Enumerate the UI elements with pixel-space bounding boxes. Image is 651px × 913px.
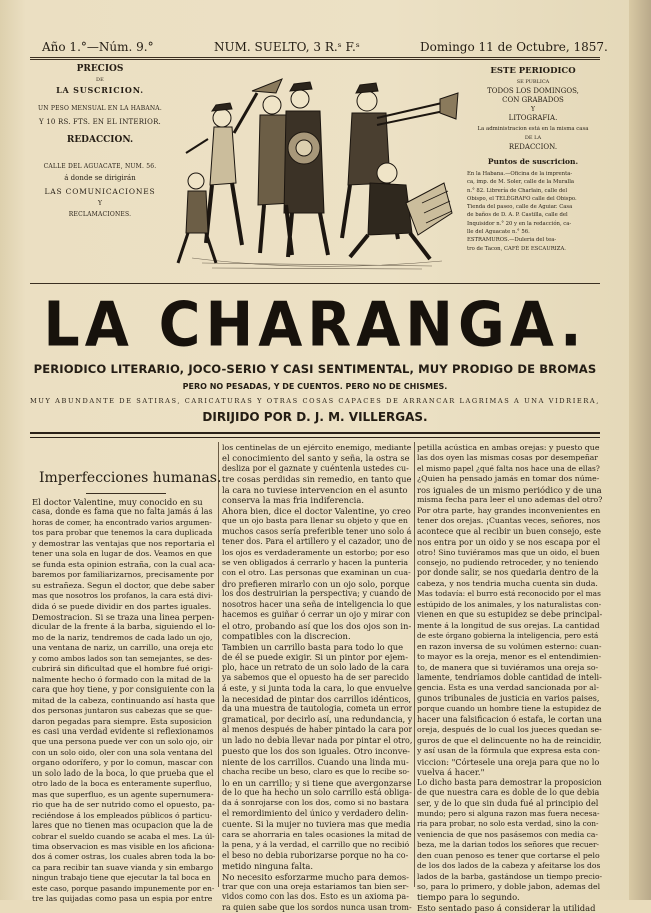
article-line: lados de la barba, gastándose un tiempo precio- bbox=[417, 871, 602, 881]
article-line: tima observacion es mas visible en los aficiona- bbox=[32, 841, 215, 851]
article-line: puesto que los dos son iguales. Otro inconve- bbox=[222, 746, 410, 757]
article-line: las dos oyen las mismas cosas por desempeñar bbox=[417, 453, 598, 463]
article-line: de que nuestra cara es doble de lo que debia bbox=[417, 787, 600, 797]
article-line: niente de los carrillos. Cuando una linda mu- bbox=[222, 756, 409, 767]
article-line: da á sonrojarse con los dos, como si no bastara bbox=[222, 798, 409, 808]
article-line: Lo dicho basta para demostrar la proposicion bbox=[417, 777, 602, 787]
band-illustration bbox=[172, 63, 462, 275]
article-line: los dos destruirian la perspectiva; y cuando de bbox=[222, 589, 412, 599]
article-line: compatibles con la discrecion. bbox=[222, 631, 351, 642]
article-line: muchos casos sería preferible tener uno solo á bbox=[222, 526, 412, 536]
newspaper-title: LA CHARANGA. bbox=[43, 289, 587, 361]
article-line: lares que no tienen mas ocupacion que la de bbox=[32, 821, 213, 831]
article-line: trar que con una oreja estariamos tan bien ser- bbox=[222, 882, 409, 892]
article-line: lamente, tendríamos doble cantidad de inteli- bbox=[417, 672, 602, 682]
article-line: nosotros hacer una seña de inteligencia lo que bbox=[222, 599, 412, 609]
article-line: estúpido de los animales, y los naturalistas con- bbox=[417, 599, 602, 609]
article-line: Demostracion. Si se traza una linea perpen- bbox=[32, 611, 215, 622]
article-line: cuente. Si la mujer no tuviera mas que media bbox=[222, 819, 411, 830]
article-line: este caso, porque pasando impunemente por en- bbox=[32, 883, 215, 893]
subscription-info: PRECIOS DE LA SUSCRICION. UN PESO MENSUAL EN LA HABANA. Y 10 RS. FTS. EN EL INTERIOR. REDACCION. CALLE DEL AGUACATE, NUM. 56. á donde se dirigirán LAS COMUNICACIONES Y RECLAMACIONES. bbox=[30, 62, 170, 218]
article-line: Ahora bien, dice el doctor Valentine, yo creo bbox=[222, 505, 411, 516]
article-line: guros de que el delincuente no ha de reincidir, bbox=[417, 735, 602, 745]
article-line: tiempo para lo segundo. bbox=[417, 892, 520, 903]
newspaper-subtitle-3: MUY ABUNDANTE DE SATIRAS, CARICATURAS Y OTRAS COSAS CAPACES DE ARRANCAR LAGRIMAS A UNA VIDRIERA, bbox=[30, 397, 600, 405]
article-line: veniencia de que nos pasásemos con media ca- bbox=[417, 829, 599, 839]
article-line: un solo lado de la boca, lo que prueba que el bbox=[32, 768, 214, 778]
article-line: ra quien sabe que los sordos nunca usan trom- bbox=[222, 902, 412, 912]
article-line: viccion: "Córtesele una oreja para que no lo bbox=[417, 756, 600, 767]
article-line: gencia. Esta es una verdad sancionada por al- bbox=[417, 683, 599, 693]
article-line: da una muestra de tautologia, cometa un error bbox=[222, 704, 412, 714]
article-line: se funda esta opinion estraña, con la cual aca- bbox=[32, 559, 215, 569]
article-line: y demostrar las ventajas que nos reportaria el bbox=[32, 538, 215, 548]
column-rule-2 bbox=[414, 442, 415, 887]
article-line: baremos por familiarizarnos, precisamente por bbox=[32, 570, 214, 580]
article-line: metido ninguna falta. bbox=[222, 861, 314, 872]
article-line: nos entra por un oido y se nos escapa por el bbox=[417, 537, 601, 548]
article-line: los ojos es verdaderamente un estorbo; por eso bbox=[222, 547, 410, 557]
article-line: plo, hace un retrato de un solo lado de la cara bbox=[222, 662, 410, 672]
article-line: Por otra parte, hay grandes inconvenientes en bbox=[417, 505, 601, 515]
article-line: los centinelas de un ejército enemigo, mediante bbox=[222, 443, 412, 452]
article-line: otro! Sino tuviéramos mas que un oido, el buen bbox=[417, 547, 600, 557]
newspaper-subtitle-2: PERO NO PESADAS, Y DE CUENTOS. PERO NO DE CHISMES. bbox=[182, 382, 448, 391]
single-price: NUM. SUELTO, 3 R.ˢ F.ˢ bbox=[214, 40, 360, 54]
article-line: dos á comer ostras, los cuales abren toda la bo- bbox=[32, 852, 215, 862]
article-line: por donde salir, se nos quedaria dentro de la bbox=[417, 568, 599, 578]
article-line: to, de manera que si tuviéramos una oreja so- bbox=[417, 662, 599, 672]
article-line: á este, y si junta toda la cara, lo que envuelve bbox=[222, 683, 412, 694]
article-line: ya sabemos que el opuesto ha de ser parecido bbox=[222, 672, 409, 682]
article-line: al menos después de haber pintado la cara por bbox=[222, 725, 412, 735]
prices-heading: PRECIOS bbox=[76, 64, 124, 74]
article-line: beza, me la darian todos los señores que recuer- bbox=[417, 840, 600, 850]
article-line: tener una sola en lugar de dos. Veamos en que bbox=[32, 549, 212, 559]
article-line: rio que ha de ser nutrido como el opuesto, pa- bbox=[32, 800, 215, 810]
article-line: cobrar el sueldo cuando se acaba el mes. La úl- bbox=[32, 831, 215, 841]
article-line: con un solo oido, oler con una sola ventana del bbox=[32, 747, 213, 757]
article-line: lo en un carrillo; y si tiene que avergonzarse bbox=[222, 777, 412, 788]
title-top-rule bbox=[30, 283, 600, 284]
article-line: organo odorífero, y por lo comun, mascar con bbox=[32, 758, 213, 768]
article-line: una ventana de nariz, un carrillo, una oreja etc bbox=[32, 643, 214, 653]
column-rule-1 bbox=[218, 442, 219, 887]
subscription-points-text: En la Habana.—Oficina de la imprenta- ca, imp. de M. Soler, calle de la Muralla n.° 82. Librería de Charlain, calle del Obispo, el TELÉGRAFO calle del Obispo. Tienda del paseo, calle de Aguiar. Casa de baños de D. A. P. Castilla, calle del Inquisidor n.° 20 y en la redacción, ca- lle del Aguacate n.° 56. ESTRAMUROS.—Duleria del tea- tro de Tacon, CAFÉ DE ESCAURIZA. bbox=[467, 171, 577, 252]
subscription-points-heading: Puntos de suscricion. bbox=[487, 157, 579, 166]
article-line: Mas todavía: el burro está reconocido por el mas bbox=[417, 589, 601, 599]
article-line: tos para probar que tenemos la cara duplicada bbox=[32, 528, 213, 538]
article-line: mo de la nariz, tendremos de cada lado un ojo, bbox=[32, 632, 213, 642]
article-line: misma fecha para leer el uno ademas del otro? bbox=[417, 495, 602, 505]
article-line: el remordimiento del único y verdadero delin- bbox=[222, 808, 409, 818]
article-line: la necesidad de pintar dos carrillos idénticos, bbox=[222, 693, 412, 704]
article-line: horas de comer, ha encontrado varios argumen- bbox=[32, 517, 212, 527]
article-line: vienen en que su estupidez se debe principal- bbox=[417, 610, 602, 620]
article-line: daron pegadas para siempre. Esta suposicion bbox=[32, 716, 212, 726]
article-line: en razon inversa de su volúmen esterno: cuan- bbox=[417, 641, 602, 651]
article-line: conserva la mas fria indiferencia. bbox=[222, 495, 364, 506]
article-line: chacha recibe un beso, claro es que lo recibe so- bbox=[222, 767, 410, 777]
article-line: ca para recibir tan suave vianda y sin embargo bbox=[32, 862, 214, 872]
article-line: el conocimiento del santo y seña, la ostra se bbox=[222, 453, 410, 464]
article-line: ningun trabajo tiene que ejecutar la tal boca en bbox=[32, 873, 211, 883]
article-title: Imperfecciones humanas. bbox=[39, 470, 222, 486]
article-line: Tambien un carrillo basta para todo lo que bbox=[222, 641, 404, 652]
article-line: el beso no debia ruborizarse porque no ha co- bbox=[222, 850, 409, 860]
article-line: otro lado de la boca es enteramente superfluo, bbox=[32, 779, 212, 789]
article-line: que un ojo basta para llenar su objeto y que en bbox=[222, 516, 408, 526]
article-line: mente á la longitud de sus orejas. La cantidad bbox=[417, 620, 600, 630]
publication-info: ESTE PERIODICO SE PUBLICA TODOS LOS DOMINGOS, CON GRABADOS Y LITOGRAFIA. La administracion está en la misma casa DE LA REDACCION. Puntos de suscricion. En la Habana.—Oficina de la imprenta- ca, imp. de M. Soler, calle de la Muralla n.° 82. Librería de Charlain, calle del Obispo, el TELÉGRAFO calle del Obispo. Tienda del paseo, calle de Aguiar. Casa de baños de D. A. P. Castilla, calle del Inquisidor n.° 20 y en la redacción, ca- lle del Aguacate n.° 56. ESTRAMUROS.—Duleria del tea- tro de Tacon, CAFÉ DE ESCAURIZA. bbox=[467, 62, 599, 253]
article-line: mitad de la cabeza, continuando así hasta que bbox=[32, 695, 215, 705]
masthead-rule bbox=[30, 57, 600, 60]
issue-number: Año 1.°—Núm. 9.° bbox=[42, 40, 154, 54]
article-line: de lo que ha hecho un solo carrillo está obliga- bbox=[222, 787, 412, 797]
musician-group-center bbox=[258, 82, 328, 257]
article-line: cubrirá sin dificultad que el hombre fué origi- bbox=[32, 664, 213, 674]
article-line: so, para lo primero, y doble jabon, ademas del bbox=[417, 882, 601, 892]
article-line: gramatical, por decirlo así, una redundancia, y bbox=[222, 714, 412, 724]
article-line: dro prefieren mirarlo con un ojo solo, porque bbox=[222, 578, 410, 589]
article-line: su estrañeza. Segun el doctor, que debe saber bbox=[32, 580, 215, 590]
article-line: el mismo papel ¿qué falta nos hace una de ellas? bbox=[417, 463, 600, 473]
article-line: vidos como con las dos. Esto es un axioma pa- bbox=[222, 892, 409, 902]
article-line: hacer una falsificacion ó estafa, le cortan una bbox=[417, 714, 602, 724]
article-line: casa, donde es fama que no falta jamás á las bbox=[32, 507, 213, 517]
ground-shadow bbox=[192, 258, 442, 269]
article-line: la cara no tuviese intervencion en el asunto bbox=[222, 484, 408, 495]
editor-line: DIRIJIDO POR D. J. M. VILLERGAS. bbox=[202, 410, 428, 424]
issue-date: Domingo 11 de Octubre, 1857. bbox=[420, 40, 608, 54]
redaccion-heading: REDACCION. bbox=[66, 135, 134, 145]
article-line: gunos tribunales de justicia en varios paises, bbox=[417, 693, 600, 703]
article-line: to mayor es la oreja, menor es el entendimien- bbox=[417, 652, 602, 662]
article-column-1 bbox=[32, 497, 215, 905]
title-bottom-rule bbox=[30, 432, 600, 438]
article-line: oreja, después de lo cual los jueces quedan se- bbox=[417, 725, 602, 735]
article-line: se ven obligados á cerrarlo y hacen la punteria bbox=[222, 557, 408, 567]
article-line: acontece que al recibir un buen consejo, este bbox=[417, 526, 602, 536]
article-line: ros iguales de un mismo periódico y de una bbox=[417, 484, 602, 495]
article-line: ria para probar, no solo esta verdad, sino la con- bbox=[417, 819, 599, 829]
article-line: y como ambos lados son tan semejantes, se des- bbox=[32, 653, 213, 663]
page-spine-shadow bbox=[629, 0, 651, 900]
article-line: cara se ahorraria en tales ocasiones la mitad de bbox=[222, 829, 412, 839]
article-line: y así usan de la fórmula que expresa esta con- bbox=[417, 746, 600, 756]
article-line: dos personas juntaron sus cabezas que se que- bbox=[32, 706, 213, 716]
article-line: tre cosas perdidas sin remedio, en tanto que bbox=[222, 474, 412, 485]
article-line: mas que superfluo, es un agente supernumera- bbox=[32, 789, 214, 799]
article-line: es casi una verdad evidente si reflexionamos bbox=[32, 726, 214, 736]
article-line: mundo; pero si alguna razon mas fuera necesa- bbox=[417, 808, 600, 818]
article-line: tener dos. Para el artillero y el cazador, uno de bbox=[222, 537, 412, 547]
article-line: vuelva á hacer." bbox=[417, 767, 485, 778]
article-line: consejo, no pudiendo retroceder, y no teniendo bbox=[417, 557, 599, 567]
article-line: la pena, y á la verdad, el carrillo que no recibió bbox=[222, 840, 410, 850]
article-line: Esto sentado paso á considerar la utilidad bbox=[417, 902, 596, 913]
redaccion-address: CALLE DEL AGUACATE, NUM. 56. bbox=[43, 163, 157, 170]
article-line: porque cuando un hombre tiene la estupidez de bbox=[417, 704, 602, 714]
article-line: ser, y de lo que sin duda fué al principio del bbox=[417, 798, 599, 809]
article-line: reciéndose á los empleados públicos ó particu- bbox=[32, 810, 213, 820]
article-line: petilla acústica en ambas orejas: y puesto que bbox=[417, 443, 600, 452]
article-line: hacemos es guiñar ó cerrar un ojo y mirar con bbox=[222, 610, 411, 620]
article-line: de los dos lados de la cabeza y afeitarse los dos bbox=[417, 861, 601, 871]
article-column-2 bbox=[222, 443, 412, 913]
article-line: nalmente hecho ó formado con la mitad de la bbox=[32, 674, 211, 684]
article-line: tener dos orejas. ¡Cuantas veces, señores, nos bbox=[417, 516, 601, 526]
article-line: dida ó se puede dividir en dos partes iguales. bbox=[32, 601, 212, 611]
article-line: que una persona puede ver con un solo ojo, oir bbox=[32, 737, 213, 747]
article-line: desliza por el gaznate y cuéntenla ustedes cu- bbox=[222, 463, 409, 473]
article-line: cabeza, y nos tendria mucha cuenta sin duda. bbox=[417, 578, 598, 588]
article-line: con el otro. Las personas que examinan un cua- bbox=[222, 568, 411, 578]
article-line: ¿Quien ha pensado jamás en tomar dos núme- bbox=[417, 474, 600, 484]
article-line: de él se puede exigir. Si un pintor por ejem- bbox=[222, 652, 409, 663]
article-line: dicular de la frente á la barba, siguiendo el lo- bbox=[32, 622, 215, 632]
article-line: cara que hoy tiene, y por consiguiente con la bbox=[32, 685, 215, 695]
article-line: el otro, probando así que los dos ojos son in- bbox=[222, 620, 412, 631]
article-title-rule bbox=[86, 493, 166, 494]
article-column-3 bbox=[417, 443, 602, 913]
article-line: mas que nosotros los profanos, la cara está divi- bbox=[32, 591, 213, 601]
article-line: un lado no debia llevar nada por pintar el otro, bbox=[222, 735, 412, 745]
article-line: No necesito esforzarme mucho para demos- bbox=[222, 871, 410, 882]
newspaper-subtitle: PERIODICO LITERARIO, JOCO-SERIO Y CASI SENTIMENTAL, MUY PRODIGO DE BROMAS bbox=[33, 362, 597, 376]
article-line: den cuan penoso es tener que cortarse el pelo bbox=[417, 850, 600, 860]
article-line: de este órgano gobierna la inteligencia, pero está bbox=[417, 631, 599, 641]
article-line: tre las quijadas como pasa un espia por entre bbox=[32, 894, 213, 904]
article-line: El doctor Valentine, muy conocido en su bbox=[32, 497, 203, 507]
